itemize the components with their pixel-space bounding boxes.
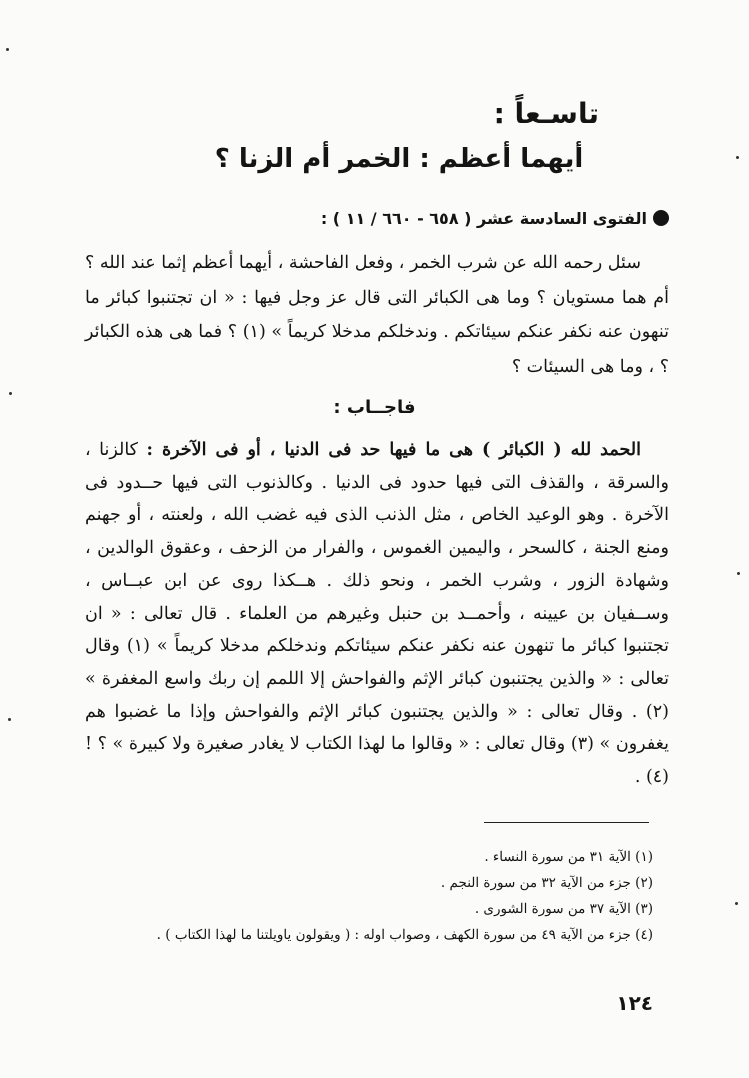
answer-intro: الحمد لله ( الكبائر ) هى ما فيها حد فى الدنيا ، أو فى الآخرة :	[146, 440, 641, 460]
bullet-icon	[653, 210, 669, 226]
answer-body: كالزنا ، والسرقة ، والقذف التى فيها حدود فى الدنيا . وكالذنوب التى فيها حــدود فى الآخرة . وهو الوعيد الخاص ، مثل الذنب الذى فيه غضب الله ، ولعنته ، أو جهنم ومنع الجنة ، كالسحر ، واليمين الغموس ، والفرار من الزحف ، وعقوق الوالدين ، وشهادة الزور ، وشرب الخمر ، ونحو ذلك . هــكذا روى عن ابن عبــاس ، وســفيان بن عيينه ، وأحمــد بن حنبل وغيرهم من العلماء . قال تعالى : « ان تجتنبوا كبائر ما تنهون عنه نكفر عنكم سيئاتكم وندخلكم مدخلا كريماً » (١) وقال تعالى : « والذين يجتنبون كبائر الإثم والفواحش إلا اللمم إن ربك واسع المغفرة » (٢) . وقال تعالى : « والذين يجتنبون كبائر الإثم والفواحش وإذا ما غضبوا هم يغفرون » (٣) وقال تعالى : « وقالوا ما لهذا الكتاب لا يغادر صغيرة ولا كبيرة » ؟ ! (٤) .	[85, 440, 669, 788]
scan-speck	[737, 572, 740, 575]
footnote-2: (٢) جزء من الآية ٣٢ من سورة النجم .	[440, 875, 653, 891]
question-paragraph	[85, 246, 669, 384]
scan-speck	[735, 902, 738, 905]
footnotes	[90, 844, 653, 948]
footnote-separator	[484, 822, 649, 823]
fatwa-label: الفتوى السادسة عشر ( ٦٥٨ - ٦٦٠ / ١١ ) :	[320, 209, 647, 228]
page-number: ١٢٤	[616, 991, 653, 1015]
scan-speck	[736, 156, 739, 159]
fatwa-heading	[85, 206, 669, 232]
footnote-1: (١) الآية ٣١ من سورة النساء .	[484, 849, 653, 865]
answer-text	[85, 434, 669, 794]
question-text: سئل رحمه الله عن شرب الخمر ، وفعل الفاحشة ، أيهما أعظم إثما عند الله ؟ أم هما مستويان ؟ وما هى الكبائر التى قال عز وجل فيها : « ان تجتنبوا كبائر ما تنهون عنه نكفر عنكم سيئاتكم . وندخلكم مدخلا كريماً » (١) ؟ فما هى هذه الكبائر ؟ ، وما هى السيئات ؟	[85, 253, 670, 377]
section-title: أيهما أعظم : الخمر أم الزنا ؟	[214, 144, 584, 174]
footnote-4: (٤) جزء من الآية ٤٩ من سورة الكهف ، وصواب اوله : ( ويقولون ياويلتنا ما لهذا الكتاب ) .	[156, 927, 653, 943]
scan-speck	[6, 48, 9, 51]
answer-paragraph	[85, 434, 669, 794]
scan-speck	[9, 392, 12, 395]
scan-speck	[8, 718, 11, 721]
footnote-3: (٣) الآية ٣٧ من سورة الشورى .	[474, 901, 653, 917]
chapter-label: تاسـعاً :	[493, 97, 599, 130]
answer-heading: فاجــاب :	[333, 397, 416, 418]
